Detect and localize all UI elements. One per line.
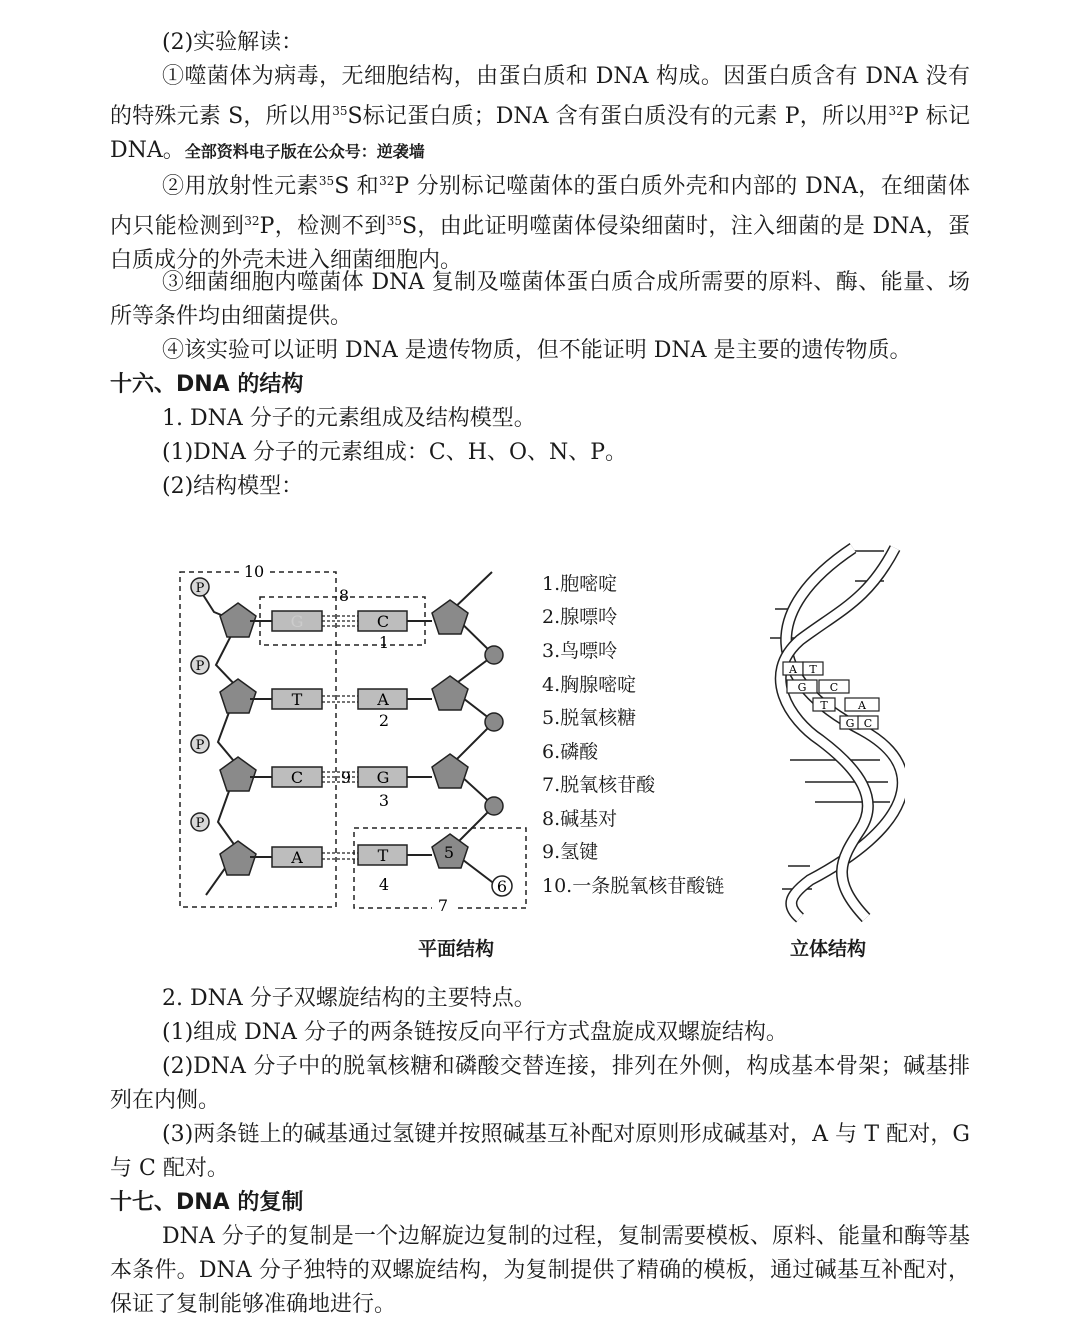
- label-9: 9: [340, 768, 352, 787]
- legend-item-4: 4.胸腺嘧啶: [542, 674, 637, 696]
- deoxyribose-right-2: [432, 676, 468, 710]
- helix-pair-4-a: G: [845, 717, 855, 730]
- item-1a: (1)DNA 分子的元素组成：C、H、O、N、P。: [162, 440, 628, 465]
- deoxyribose-right-1: [432, 600, 468, 634]
- legend-item-1: 1.胞嘧啶: [542, 573, 618, 595]
- base-right-label-1: C: [376, 612, 390, 631]
- section-17-heading: 十七、DNA 的复制: [110, 1190, 304, 1215]
- label-10: 10: [243, 562, 265, 581]
- item-1: 1. DNA 分子的元素组成及结构模型。: [162, 406, 536, 431]
- base-right-label-4: T: [377, 846, 389, 865]
- dna-helix-diagram: [755, 540, 905, 925]
- item-1b: (2)结构模型：: [162, 474, 304, 499]
- item-2c: (3)两条链上的碱基通过氢键并按照碱基互补配对原则形成碱基对，A 与 T 配对，G 与 C 配对。: [110, 1122, 970, 1181]
- label-1: 1: [378, 633, 390, 652]
- deoxyribose-right-3: [432, 754, 468, 788]
- reading-paragraph-2: ②用放射性元素$^{35}$S 和$^{32}$P 分别标记噬菌体的蛋白质外壳和内部的 DNA，在细菌体内只能检测到$^{32}$P，检测不到$^{35}$S，由此证明噬菌体侵染细菌时，注入细菌的是 DNA，蛋白质成分的外壳未进入细菌细胞内。: [110, 174, 970, 273]
- legend-item-5: 5.脱氧核糖: [542, 707, 637, 729]
- watermark-note: 全部资料电子版在公众号：逆袭墙: [184, 142, 425, 161]
- deoxyribose-left-3: [220, 757, 256, 791]
- label-4: 4: [378, 875, 390, 894]
- label-3: 3: [378, 791, 390, 810]
- dna-planar-diagram: [170, 555, 535, 920]
- caption-3d: 立体结构: [790, 938, 867, 960]
- label-7: 7: [437, 896, 449, 915]
- base-left-label-3: C: [290, 768, 304, 787]
- legend-item-10: 10.一条脱氧核苷酸链: [542, 875, 725, 897]
- item-2: 2. DNA 分子双螺旋结构的主要特点。: [162, 986, 536, 1011]
- phosphate-label-3: P: [195, 738, 205, 753]
- phosphate-label-1: P: [195, 581, 205, 596]
- legend-item-9: 9.氢键: [542, 841, 599, 863]
- reading-paragraph-4: ④该实验可以证明 DNA 是遗传物质，但不能证明 DNA 是主要的遗传物质。: [162, 338, 912, 363]
- section-16-heading: 十六、DNA 的结构: [110, 372, 304, 397]
- item-2b: (2)DNA 分子中的脱氧核糖和磷酸交替连接，排列在外侧，构成基本骨架；碱基排列在内侧。: [110, 1054, 970, 1113]
- reading-paragraph-3: ③细菌细胞内噬菌体 DNA 复制及噬菌体蛋白质合成所需要的原料、酶、能量、场所等条件均由细菌提供。: [110, 270, 970, 329]
- base-right-label-3: G: [376, 768, 390, 787]
- base-left-label-4: A: [291, 848, 303, 867]
- legend-item-7: 7.脱氧核苷酸: [542, 774, 656, 796]
- item-2a: (1)组成 DNA 分子的两条链按反向平行方式盘旋成双螺旋结构。: [162, 1020, 788, 1045]
- base-left-label-1: G: [290, 612, 304, 631]
- legend-item-8: 8.碱基对: [542, 808, 618, 830]
- legend-item-2: 2.腺嘌呤: [542, 606, 618, 628]
- legend-item-6: 6.磷酸: [542, 741, 599, 763]
- helix-pair-1-b: T: [809, 663, 817, 676]
- phosphate-right-3: [485, 797, 503, 815]
- helix-pair-2-a: G: [797, 681, 807, 694]
- helix-pair-3-b: A: [858, 699, 866, 712]
- helix-pair-3-a: T: [820, 699, 828, 712]
- reading-title: (2)实验解读：: [162, 30, 304, 55]
- phosphate-right-1: [485, 646, 503, 664]
- helix-pair-1-a: A: [789, 663, 797, 676]
- caption-planar: 平面结构: [418, 938, 495, 960]
- reading-paragraph-1: ①噬菌体为病毒，无细胞结构，由蛋白质和 DNA 构成。因蛋白质含有 DNA 没有的特殊元素 S，所以用$^{35}$S标记蛋白质；DNA 含有蛋白质没有的元素 P，所以用$^{32}$P 标记 DNA。全部资料电子版在公众号：逆袭墙: [110, 64, 970, 163]
- helix-pair-4-b: C: [863, 717, 873, 730]
- label-8: 8: [338, 586, 350, 605]
- label-5: 5: [443, 843, 455, 862]
- phosphate-label-4: P: [195, 816, 205, 831]
- phosphate-label-2: P: [195, 659, 205, 674]
- helix-pair-2-b: C: [829, 681, 839, 694]
- phosphate-right-2: [485, 713, 503, 731]
- base-left-label-2: T: [291, 690, 303, 709]
- label-6: 6: [496, 877, 508, 896]
- deoxyribose-left-2: [220, 679, 256, 713]
- base-right-label-2: A: [377, 690, 389, 709]
- section-17-body: DNA 分子的复制是一个边解旋边复制的过程，复制需要模板、原料、能量和酶等基本条件。DNA 分子独特的双螺旋结构，为复制提供了精确的模板，通过碱基互补配对，保证了复制能够准确地进行。: [110, 1224, 970, 1317]
- label-2: 2: [378, 711, 390, 730]
- legend-item-3: 3.鸟嘌呤: [542, 640, 618, 662]
